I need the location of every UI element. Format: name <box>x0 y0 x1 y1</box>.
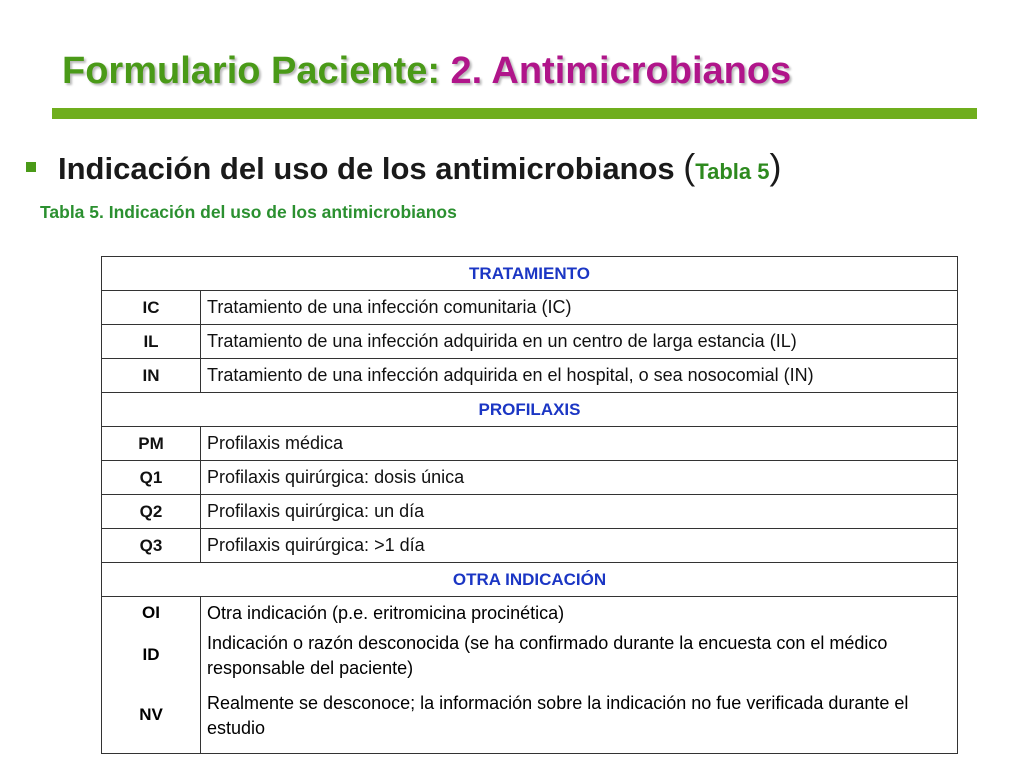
bullet-text: Indicación del uso de los antimicrobianos <box>58 151 684 186</box>
table-row <box>102 461 958 495</box>
row-code: NV <box>139 705 163 724</box>
row-description: Tratamiento de una infección adquirida en un centro de larga estancia (IL) <box>201 325 958 359</box>
row-code: ID <box>142 645 160 664</box>
table-row <box>102 325 958 359</box>
row-description: Profilaxis médica <box>201 427 958 461</box>
row-description: Tratamiento de una infección comunitaria (IC) <box>201 291 958 325</box>
row-code: PM <box>102 427 201 461</box>
row-description: Profilaxis quirúrgica: dosis única <box>201 461 958 495</box>
title-divider <box>52 108 977 119</box>
row-code: IL <box>102 325 201 359</box>
indication-table-container <box>101 256 958 768</box>
code-cell-group <box>102 597 201 754</box>
table-row <box>102 291 958 325</box>
description-cell-group <box>201 597 958 754</box>
section-header-row <box>102 563 958 597</box>
row-description: Otra indicación (p.e. eritromicina procinética) <box>207 603 565 623</box>
table-row-group <box>102 597 958 754</box>
section-header-row <box>102 393 958 427</box>
row-code: IC <box>102 291 201 325</box>
row-description: Tratamiento de una infección adquirida en el hospital, o sea nosocomial (IN) <box>201 359 958 393</box>
row-code: Q1 <box>102 461 201 495</box>
bullet-table-ref: Tabla 5 <box>695 159 770 184</box>
row-description: Realmente se desconoce; la información sobre la indicación no fue verificada durante el estudio <box>207 693 909 738</box>
section-header-tratamiento: TRATAMIENTO <box>102 257 958 291</box>
row-code: Q2 <box>102 495 201 529</box>
table-row <box>102 495 958 529</box>
table-caption: Tabla 5. Indicación del uso de los antimicrobianos <box>40 202 457 222</box>
row-description: Profilaxis quirúrgica: >1 día <box>201 529 958 563</box>
indication-table <box>101 256 958 754</box>
table-row <box>102 529 958 563</box>
row-description: Profilaxis quirúrgica: un día <box>201 495 958 529</box>
bullet-paren-close: ) <box>769 146 782 187</box>
row-code: OI <box>142 603 160 622</box>
row-description: Indicación o razón desconocida (se ha confirmado durante la encuesta con el médico responsable del paciente) <box>207 633 888 678</box>
slide-title <box>62 50 791 93</box>
row-code: IN <box>102 359 201 393</box>
square-bullet-icon <box>26 162 36 172</box>
bullet-paren-open: ( <box>683 146 696 187</box>
section-header-profilaxis: PROFILAXIS <box>102 393 958 427</box>
section-header-otra-indicacion: OTRA INDICACIÓN <box>102 563 958 597</box>
table-row <box>102 427 958 461</box>
slide-title-part2: 2. Antimicrobianos <box>450 50 792 92</box>
bullet-item <box>26 146 781 188</box>
row-code: Q3 <box>102 529 201 563</box>
section-header-row <box>102 257 958 291</box>
slide-title-part1: Formulario Paciente: <box>62 50 440 92</box>
table-row <box>102 359 958 393</box>
